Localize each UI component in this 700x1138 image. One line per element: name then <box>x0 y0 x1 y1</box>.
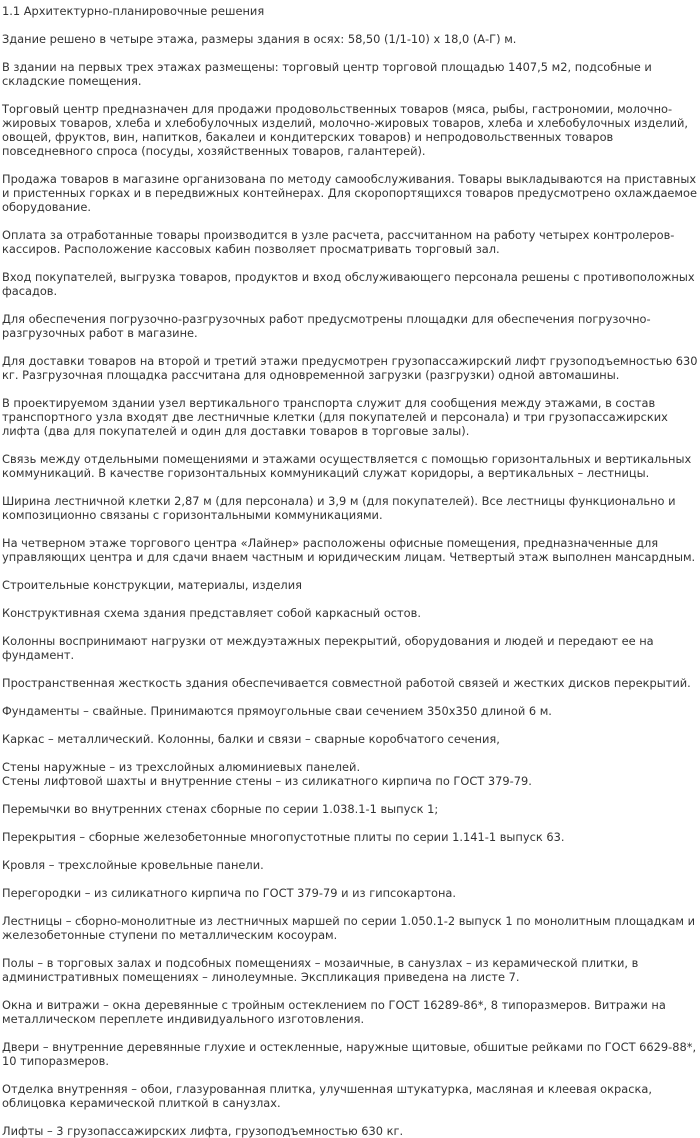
paragraph: Продажа товаров в магазине организована по методу самообслуживания. Товары выкладываются на приставных и пристенных горках и в передвижных контейнерах. Для скоропортящихся товаров предусмотрено охлаждаемое оборудование. <box>2 172 698 214</box>
paragraph: Строительные конструкции, материалы, изделия <box>2 578 302 592</box>
paragraph-group-1 <box>2 32 698 746</box>
paragraph: На четверном этаже торгового центра «Лайнер» расположены офисные помещения, предназначенные для управляющих центра и для сдачи внаем частным и юридическим лицам. Четвертый этаж выполнен мансардным. <box>2 536 696 564</box>
paragraph: В здании на первых трех этажах размещены: торговый центр торговой площадью 1407,5 м2, подсобные и складские помещения. <box>2 60 652 88</box>
paragraph: Связь между отдельными помещениями и этажами осуществляется с помощью горизонтальных и вертикальных коммуникаций. В качестве горизонтальных коммуникаций служат коридоры, а вертикальных – лестницы. <box>2 452 692 480</box>
paragraph: Перегородки – из силикатного кирпича по ГОСТ 379-79 и из гипсокартона. <box>2 886 457 900</box>
paragraph: Полы – в торговых залах и подсобных помещениях – мозаичные, в санузлах – из керамической плитки, в административных помещениях – линолеумные. Экспликация приведена на листе 7. <box>2 956 639 984</box>
paragraph: В проектируемом здании узел вертикального транспорта служит для сообщения между этажами, в состав транспортного узла входят две лестничные клетки (для покупателей и персонала) и три грузопассажирских лифта (два для покупателей и один для доставки товаров в торговые залы). <box>2 396 668 438</box>
paragraph: Лестницы – сборно-монолитные из лестничных маршей по серии 1.050.1-2 выпуск 1 по монолитным площадкам и железобетонные ступени по металлическим косоурам. <box>2 914 695 942</box>
paragraph: Пространственная жесткость здания обеспечивается совместной работой связей и жестких дисков перекрытий. <box>2 676 691 690</box>
paragraph: Перекрытия – сборные железобетонные многопустотные плиты по серии 1.141-1 выпуск 63. <box>2 830 565 844</box>
paragraph: Здание решено в четыре этажа, размеры здания в осях: 58,50 (1/1-10) х 18,0 (А-Г) м. <box>2 32 517 46</box>
paragraph: Вход покупателей, выгрузка товаров, продуктов и вход обслуживающего персонала решены с противоположных фасадов. <box>2 270 695 298</box>
paragraph: Для обеспечения погрузочно-разгрузочных работ предусмотрены площадки для обеспечения погрузочно-разгрузочных работ в магазине. <box>2 312 651 340</box>
paragraph: Окна и витражи – окна деревянные с тройным остеклением по ГОСТ 16289-86*, 8 типоразмеров. Витражи на металлическом переплете индивидуального изготовления. <box>2 998 666 1026</box>
paragraph: Двери – внутренние деревянные глухие и остекленные, наружные щитовые, обшитые рейками по ГОСТ 6629-88*, 10 типоразмеров. <box>2 1040 697 1068</box>
paragraph-group-2 <box>2 802 698 1138</box>
walls-line-inner: Стены лифтовой шахты и внутренние стены – из силикатного кирпича по ГОСТ 379-79. <box>2 774 532 788</box>
paragraph: Перемычки во внутренних стенах сборные по серии 1.038.1-1 выпуск 1; <box>2 802 439 816</box>
paragraph: Ширина лестничной клетки 2,87 м (для персонала) и 3,9 м (для покупателей). Все лестницы функционально и композиционно связаны с горизонтальными коммуникациями. <box>2 494 676 522</box>
section-title: 1.1 Архитектурно-планировочные решения <box>2 4 265 18</box>
walls-paragraph <box>2 760 698 788</box>
paragraph: Лифты – 3 грузопассажирских лифта, грузоподъемностью 630 кг. <box>2 1124 404 1138</box>
paragraph: Оплата за отработанные товары производится в узле расчета, рассчитанном на работу четырех контролеров-кассиров. Расположение кассовых кабин позволяет просматривать торговый зал. <box>2 228 675 256</box>
paragraph: Конструктивная схема здания представляет собой каркасный остов. <box>2 606 421 620</box>
paragraph: Каркас – металлический. Колонны, балки и связи – сварные коробчатого сечения, <box>2 732 500 746</box>
paragraph: Кровля – трехслойные кровельные панели. <box>2 858 264 872</box>
walls-line-outer: Стены наружные – из трехслойных алюминиевых панелей. <box>2 760 361 774</box>
paragraph: Для доставки товаров на второй и третий этажи предусмотрен грузопассажирский лифт грузоподъемностью 630 кг. Разгрузочная площадка рассчитана для одновременной загрузки (разгрузки) одной автомашины. <box>2 354 698 382</box>
paragraph: Отделка внутренняя – обои, глазурованная плитка, улучшенная штукатурка, масляная и клеевая окраска, облицовка керамической плиткой в санузлах. <box>2 1082 652 1110</box>
paragraph: Фундаменты – свайные. Принимаются прямоугольные сваи сечением 350х350 длиной 6 м. <box>2 704 552 718</box>
paragraph: Колонны воспринимают нагрузки от междуэтажных перекрытий, оборудования и людей и передают ее на фундамент. <box>2 634 654 662</box>
paragraph: Торговый центр предназначен для продажи продовольственных товаров (мяса, рыбы, гастрономии, молочно-жировых товаров, хлеба и хлебобулочных изделий, молочно-жировых товаров, хлеба и хлебобулочных изделий, овощей, фруктов, вин, напитков, бакалеи и кондитерских товаров) и непродовольственных товаров повседневного спроса (посуды, хозяйственных товаров, галантерей). <box>2 102 689 158</box>
